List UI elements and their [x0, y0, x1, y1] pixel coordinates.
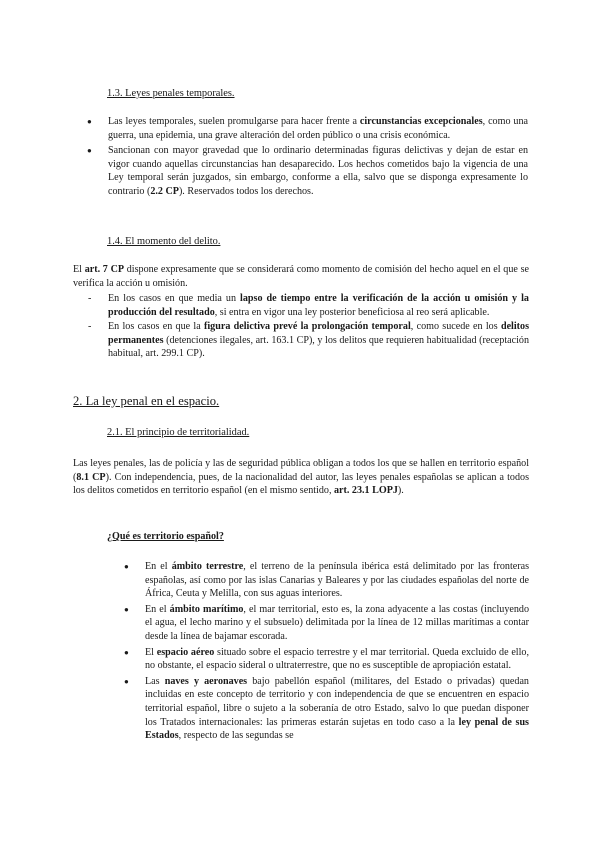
bullet-item: ● Las leyes temporales, suelen promulgarse para hacer frente a circunstancias excepcionales, como una guerra, una epidemia, una grave alteración del orden público o una crisis económica. — [108, 115, 528, 142]
bullet-item: ● Las naves y aeronaves bajo pabellón español (militares, del Estado o privadas) quedan incluidas en este concepto de territorio y con independencia de que se encuentren en espacio territorial español, libre o sujeto a la soberanía de otro Estado, salvo lo que puedan disponer los Tratados internacionales: las primeras estarán sujetas en todo caso a la ley penal de sus Estados, respecto de las segundas se — [145, 675, 529, 743]
bold-term: art. 23.1 LOPJ — [334, 485, 398, 497]
heading-2: 2. La ley penal en el espacio. — [73, 394, 220, 408]
paragraph-territorialidad: Las leyes penales, las de policía y las de seguridad pública obligan a todos los que se hallen en territorio español (8.1 CP). Con independencia, pues, de la nacionalidad del autor, las leyes penales españolas se aplican a todos los delitos cometidos en territorio español (en el mismo sentido, art. 23.1 LOPJ). — [73, 458, 529, 497]
bold-term: espacio aéreo — [156, 646, 215, 658]
bold-term: circunstancias excepcionales — [359, 116, 483, 127]
bold-term: figura delictiva prevé la prolongación temporal — [204, 321, 411, 333]
dash-item: - En los casos en que la figura delictiva prevé la prolongación temporal, como sucede en los delitos permanentes (detenciones ilegales, art. 163.1 CP), y los delitos que requieren habitualidad (receptación habitual, art. 299.1 CP). — [108, 320, 529, 361]
dash-item: - En los casos en que media un lapso de tiempo entre la verificación de la acción u omisión y la producción del resultado, si entra en vigor una ley posterior beneficiosa al reo será aplicable. — [108, 292, 529, 319]
question-territorio: ¿Qué es territorio español? — [107, 531, 224, 542]
bullet-item: ● En el ámbito terrestre, el terreno de la península ibérica está delimitado por las fronteras españolas, así como por las islas Canarias y Baleares y por las ciudades españolas del norte de África, Ceuta y Melilla, con sus aguas interiores. — [145, 560, 529, 601]
bold-term: ley penal de sus Estados — [145, 716, 529, 742]
list-momento-delito — [108, 292, 529, 361]
heading-1-3: 1.3. Leyes penales temporales. — [107, 88, 235, 99]
bold-term: delitos permanentes — [108, 321, 529, 346]
bullet-item: ● El espacio aéreo situado sobre el espacio terrestre y el mar territorial. Queda excluido de ello, no obstante, el espacio sideral o ultraterrestre, que no es susceptible de apropiación estatal. — [145, 646, 529, 673]
bold-term: ámbito terrestre — [171, 561, 244, 572]
bullet-item: ● En el ámbito marítimo, el mar territorial, esto es, la zona adyacente a las costas (incluyendo el agua, el lecho marino y el subsuelo) delimitada por la línea de 12 millas marítimas a contar desde la línea de bajamar escorada. — [145, 603, 529, 644]
list-leyes-temporales — [108, 115, 528, 199]
bold-term: ámbito marítimo — [169, 603, 244, 615]
heading-1-4: 1.4. El momento del delito. — [107, 236, 221, 247]
bold-term: 8.1 CP — [76, 471, 106, 483]
bold-term: lapso de tiempo entre la verificación de la acción u omisión y la producción del resultado — [108, 293, 529, 318]
list-territorio — [145, 560, 529, 743]
bold-term: 2.2 CP — [150, 185, 179, 197]
heading-2-1: 2.1. El principio de territorialidad. — [107, 427, 250, 438]
paragraph-art7: El art. 7 CP dispone expresamente que se considerará como momento de comisión del hecho aquel en el que se verifica la acción u omisión. — [73, 264, 529, 289]
bullet-item: ● Sancionan con mayor gravedad que lo ordinario determinadas figuras delictivas y dejan de estar en vigor cuando aquellas circunstancias han desaparecido. Los hechos cometidos bajo la vigencia de una Ley temporal serán juzgados, sin embargo, conforme a ella, salvo que se disponga expresamente lo contrario (2.2 CP). Reservados todos los derechos. — [108, 144, 528, 198]
bold-term: art. 7 CP — [84, 264, 125, 275]
bold-term: naves y aeronaves — [164, 675, 248, 687]
